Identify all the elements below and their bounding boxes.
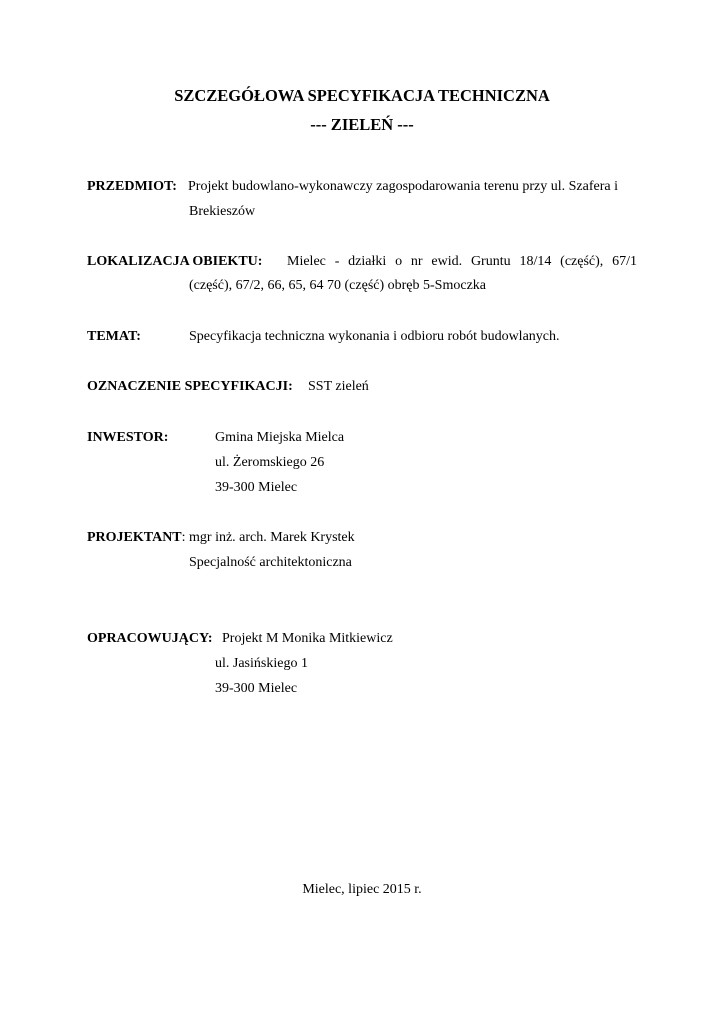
inwestor-city: 39-300 Mielec (215, 480, 298, 495)
przedmiot-value-line1: Projekt budowlano-wykonawczy zagospodarowania terenu przy ul. Szafera i (188, 179, 618, 194)
przedmiot-value-line2: Brekieszów (189, 204, 256, 219)
przedmiot-label: PRZEDMIOT: (87, 179, 177, 194)
document-title: SZCZEGÓŁOWA SPECYFIKACJA TECHNICZNA (174, 86, 550, 105)
lokalizacja-value-line1: Mielec - działki o nr ewid. Gruntu 18/14 (część), 67/1 (287, 254, 637, 269)
projektant-label: PROJEKTANT (87, 530, 182, 545)
temat-label: TEMAT: (87, 329, 141, 344)
opracowujacy-city: 39-300 Mielec (215, 681, 298, 696)
opracowujacy-label: OPRACOWUJĄCY: (87, 631, 213, 646)
inwestor-street: ul. Żeromskiego 26 (215, 455, 325, 470)
projektant-specialty: Specjalność architektoniczna (189, 555, 352, 570)
document-subtitle: --- ZIELEŃ --- (310, 115, 414, 134)
inwestor-name: Gmina Miejska Mielca (215, 430, 345, 445)
oznaczenie-label: OZNACZENIE SPECYFIKACJI: (87, 379, 293, 394)
inwestor-label: INWESTOR: (87, 430, 169, 445)
oznaczenie-value: SST zieleń (308, 379, 369, 394)
projektant-value: : mgr inż. arch. Marek Krystek (181, 530, 355, 545)
projektant-line (87, 529, 355, 547)
lokalizacja-value-line2: (część), 67/2, 66, 65, 64 70 (część) obręb 5-Smoczka (189, 278, 487, 293)
opracowujacy-name: Projekt M Monika Mitkiewicz (222, 631, 393, 646)
opracowujacy-street: ul. Jasińskiego 1 (215, 656, 308, 671)
temat-value: Specyfikacja techniczna wykonania i odbioru robót budowlanych. (189, 329, 560, 344)
lokalizacja-label: LOKALIZACJA OBIEKTU: (87, 254, 263, 269)
place-date: Mielec, lipiec 2015 r. (302, 882, 422, 897)
